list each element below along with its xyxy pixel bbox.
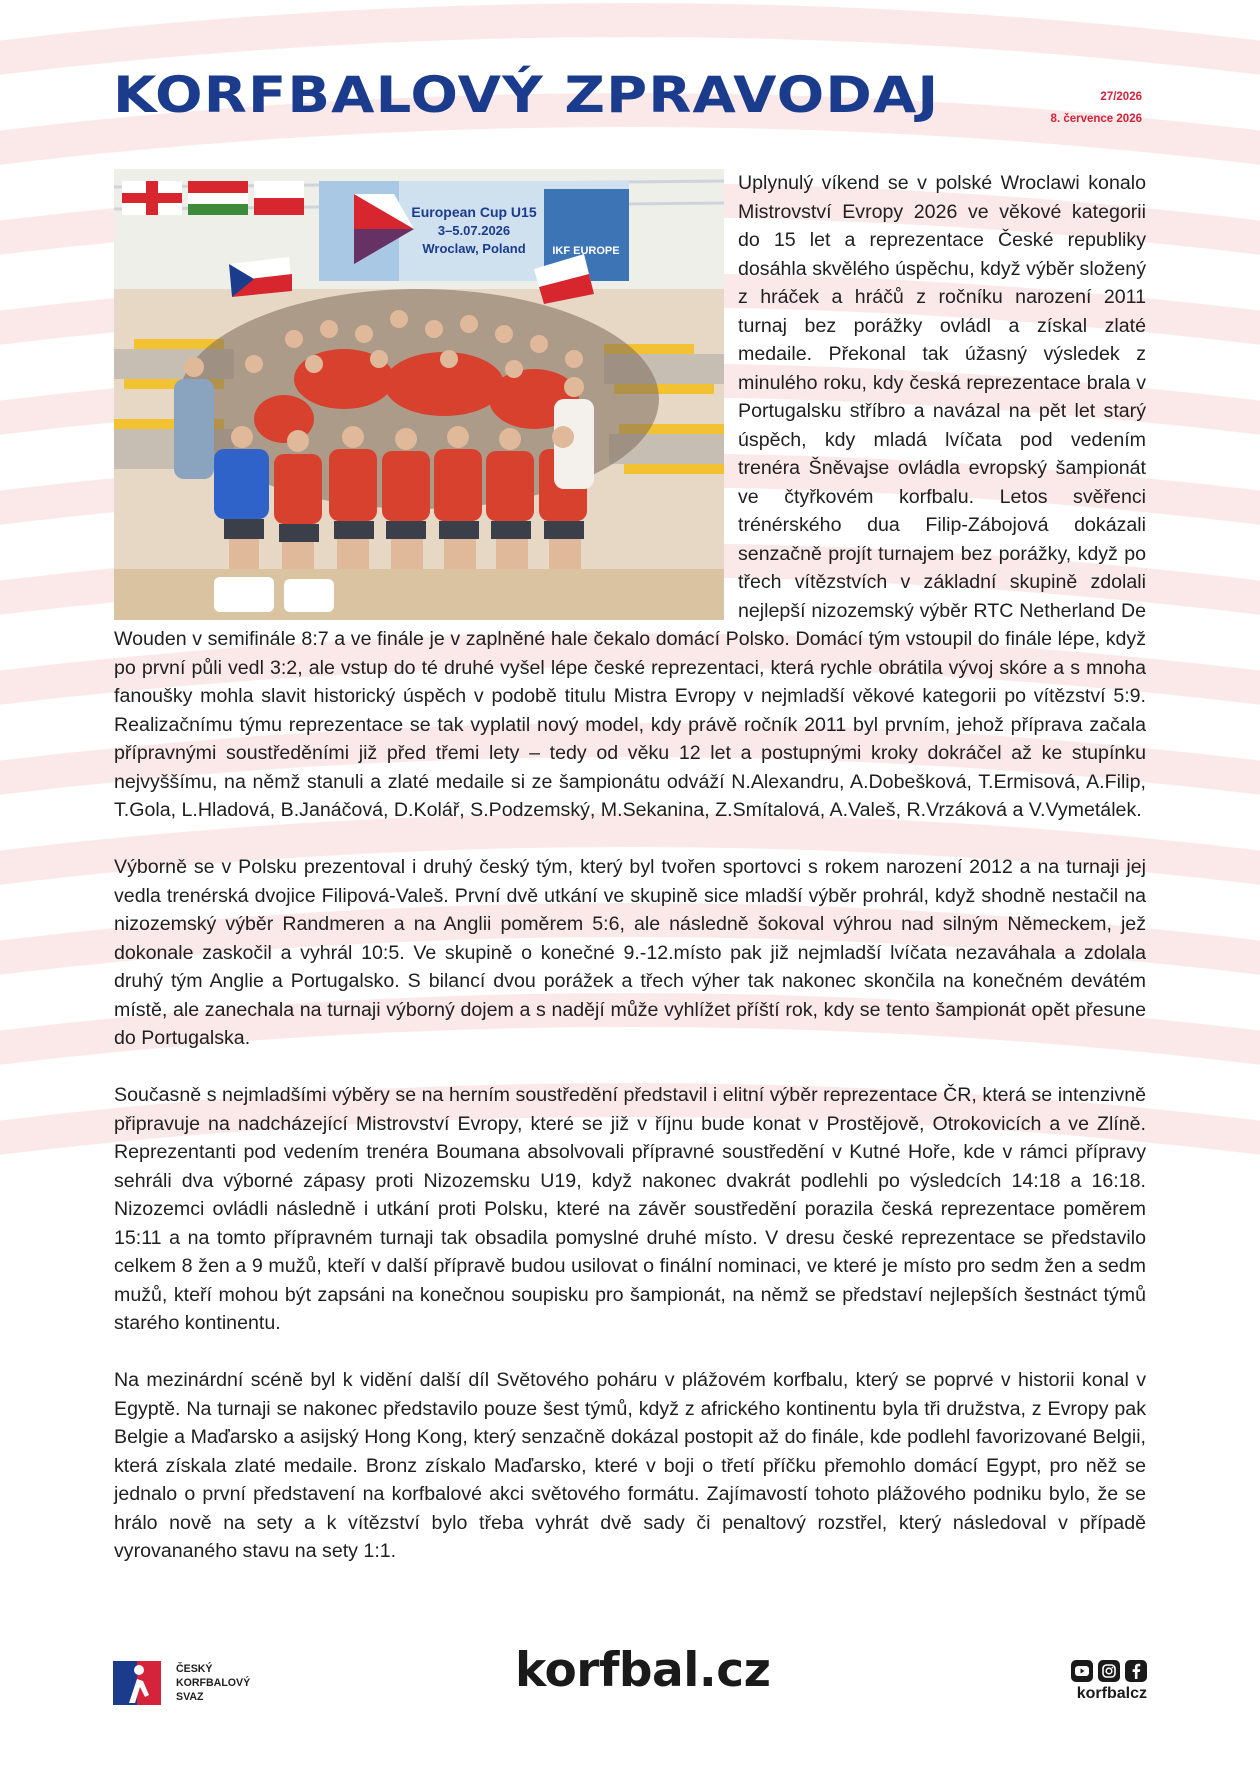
social-handle[interactable]: korfbalcz [1076, 1685, 1147, 1702]
website-link[interactable]: korfbal.cz [515, 1643, 771, 1698]
article-paragraph-2: Výborně se v Polsku prezentoval i druhý český tým, který byl tvořen sportovci s rokem narození 2012 a na turnaji jej vedla trenérská dvojice Filipová-Valeš. První dvě utkání ve skupině sice mladší výběr prohrál, když shodně nestačil na nizozemský výběr Randmeren a na Anglii poměrem 5:6, ale následně šokoval výhrou nad silným Německem, jež dokonale zaskočil a vyhrál 10:5. Ve skupině o konečné 9.-12.místo pak již nejmladší lvíčata nezaváhala a zdolala druhý tým Anglie a Portugalsko. S bilancí dvou porážek a třech výher tak nakonec skončila na konečném devátém místě, ale zanechala na turnaji výborný dojem a s nadějí může vyhlížet příští rok, kdy se tento šampionát opět přesune do Portugalska. [114, 856, 1146, 1049]
federation-logo[interactable] [113, 1660, 253, 1706]
issue-info [1051, 86, 1142, 130]
article-paragraph-4: Na mezinárdní scéně byl k vidění další díl Světového poháru v plážovém korfbalu, který se poprvé v historii konal v Egyptě. Na turnaji se nakonec představilo pouze šest týmů, když z afrického kontinentu byla tři družstva, z Evropy pak Belgie a Maďarsko a asijský Hong Kong, který senzačně dokázal postopit až do finále, kde podlehl favorizované Belgii, která získala zlaté medaile. Bronz získalo Maďarsko, které v boji o třetí příčku přemohlo domácí Egypt, pro něž se jednalo o první představení na korfbalové akci světového formátu. Zajímavostí tohoto plážového podniku bylo, že se hrálo nově na sety a k vítězství bylo třeba vyhrát dvě sady či penaltový rozstřel, který následoval v případě vyrovananého stavu na sety 1:1. [114, 1369, 1146, 1562]
banner-line1: European Cup U15 [411, 204, 537, 220]
banner-line2: 3–5.07.2026 [437, 223, 511, 238]
instagram-icon[interactable] [1098, 1660, 1120, 1682]
article-paragraph-3: Současně s nejmladšími výběry se na herním soustředění představil i elitní výběr reprezentace ČR, která se intenzivně připravuje na nadcházející Mistrovství Evropy, které se již v říjnu bude konat v Prostějově, Otrokovicích a ve Zlíně. Reprezentanti pod vedením trenéra Boumana absolvovali přípravné soustředění v Kutné Hoře, kde v rámci přípravy sehráli dva výborné zápasy proti Nizozemsku U19, když nakonec dvakrát podlehli po výsledcích 14:18 a 16:18. Nizozemci ovládli následně i utkání proti Polsku, které na závěr soustředění porazila česká reprezentace poměrem 15:11 a na tomto přípravném turnaji tak obsadila pomyslné druhé místo. V dresu české reprezentace se představilo celkem 8 žen a 9 mužů, kteří v další přípravě budou usilovat o finální nominaci, ve které je místo pro sedm žen a sedm mužů, kteří mohou být zapsáni na konečnou soupisku pro šampionát, na němž se představí nejlepších šestnáct týmů starého kontinentu. [114, 1084, 1146, 1334]
federation-name: ČESKÝ KORFBALOVÝ SVAZ [176, 1663, 251, 1703]
federation-logo-icon [113, 1661, 161, 1705]
issue-number: 27/2026 [1100, 91, 1142, 103]
team-photo [114, 169, 724, 620]
newsletter-title: KORFBALOVÝ ZPRAVODAJ [113, 66, 940, 124]
issue-date: 8. července 2026 [1050, 113, 1142, 125]
social-links [1071, 1660, 1147, 1703]
facebook-icon[interactable] [1125, 1660, 1147, 1682]
youtube-icon[interactable] [1071, 1660, 1093, 1682]
banner-line3: Wroclaw, Poland [422, 241, 526, 256]
article-paragraph-1: Uplynulý víkend se v polské Wroclawi konalo Mistrovství Evropy 2026 ve věkové kategorii do 15 let a reprezentace České republiky dosáhla skvělého úspěchu, když výběr složený z hráček a hráčů z ročníku narození 2011 turnaj bez porážky ovládl a získal zlaté medaile. Překonal tak úžasný výsledek z minulého roku, kdy česká reprezentace brala v Portugalsku stříbro a navázal na pět let starý úspěch, kdy mladá lvíčata pod vedením trenéra Šněvajse ovládla evropský šampionát ve čtyřkovém korfbalu. Letos svěřenci trénérského dua Filip-Zábojová dokázali senzačně projít turnajem bez porážky, když po třech vítězstvích v základní skupině zdolali nejlepší nizozemský výběr RTC Netherland De Wouden v semifinále 8:7 a ve finále je v zaplněné hale čekalo domácí Polsko. Domácí tým vstoupil do finále lépe, když po první půli vedl 3:2, ale vstup do té druhé vyšel lépe české reprezentaci, která rychle obrátila vývoj skóre a s mnoha fanoušky mohla slavit historický úspěch v podobě titulu Mistra Evropy v nejmladší věkové kategorii po vítězství 5:9. Realizačnímu týmu reprezentace se tak vyplatil nový model, kdy právě ročník 2011 byl prvním, jehož příprava začala přípravnými soustředěními již před třemi lety – tedy od věku 12 let a postupnými kroky dokráčel až ke stupínku nejvyššímu, na němž stanuli a zlaté medaile si ze šampionátu odváží N.Alexandru, A.Dobešková, T.Ermisová, A.Filip, T.Gola, L.Hladová, B.Janáčová, D.Kolář, S.Podzemský, M.Sekanina, Z.Smítalová, A.Valeš, R.Vrzáková a V.Vymetálek. [114, 172, 1146, 821]
article-body [114, 169, 1146, 1594]
banner-logo: IKF EUROPE [552, 245, 620, 257]
